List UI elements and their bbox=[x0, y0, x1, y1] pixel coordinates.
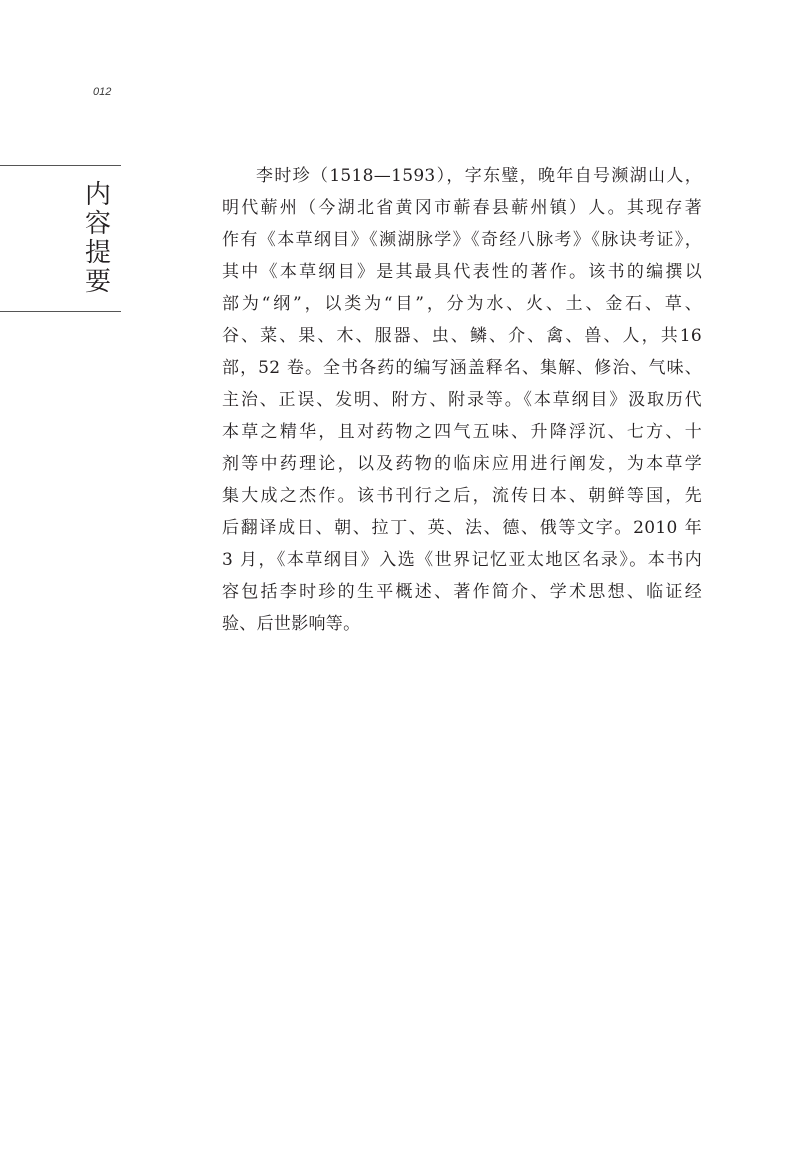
paragraph-line: 剂等中药理论，以及药物的临床应用进行阐发，为本草学 bbox=[222, 454, 702, 474]
paragraph-line: 明代蕲州（今湖北省黄冈市蕲春县蕲州镇）人。其现存著 bbox=[222, 198, 702, 218]
section-title-char: 提 bbox=[84, 238, 111, 268]
paragraph-line: 部，52 卷。全书各药的编写涵盖释名、集解、修治、气味、 bbox=[222, 358, 702, 378]
section-title-char: 要 bbox=[84, 267, 111, 297]
paragraph-line: 本草之精华，且对药物之四气五味、升降浮沉、七方、十 bbox=[222, 422, 702, 442]
paragraph-line: 主治、正误、发明、附方、附录等。《本草纲目》汲取历代 bbox=[222, 390, 702, 410]
paragraph-line: 李时珍（1518—1593），字东璧，晚年自号濒湖山人， bbox=[256, 166, 702, 186]
paragraph-line: 作有《本草纲目》《濒湖脉学》《奇经八脉考》《脉诀考证》， bbox=[222, 230, 702, 250]
paragraph-line: 容包括李时珍的生平概述、著作简介、学术思想、临证经 bbox=[222, 582, 702, 602]
paragraph-line: 3 月，《本草纲目》入选《世界记忆亚太地区名录》。本书内 bbox=[222, 550, 702, 570]
section-title-char: 内 bbox=[84, 180, 111, 210]
section-title-char: 容 bbox=[84, 209, 111, 239]
paragraph-line: 其中《本草纲目》是其最具代表性的著作。该书的编撰以 bbox=[222, 262, 702, 282]
paragraph-line: 验、后世影响等。 bbox=[222, 614, 361, 634]
section-title bbox=[83, 181, 113, 297]
paragraph-line: 部为“纲”，以类为“目”，分为水、火、土、金石、草、 bbox=[222, 294, 702, 314]
paragraph-line: 后翻译成日、朝、拉丁、英、法、德、俄等文字。2010 年 bbox=[222, 518, 702, 538]
page-number: 012 bbox=[93, 86, 112, 98]
paragraph-line: 谷、菜、果、木、服器、虫、鳞、介、禽、兽、人，共16 bbox=[222, 326, 702, 346]
paragraph-line: 集大成之杰作。该书刊行之后，流传日本、朝鲜等国，先 bbox=[222, 486, 702, 506]
summary-paragraph bbox=[222, 160, 702, 640]
